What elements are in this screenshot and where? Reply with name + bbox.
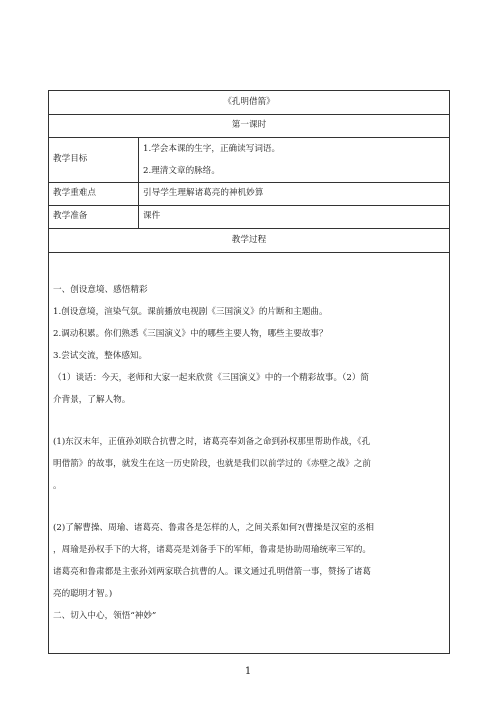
goal-item: 2.理清文章的脉络。 — [143, 166, 220, 176]
paragraph: 1.创设意境，渲染气氛。课前播放电视剧《三国演义》的片断和主题曲。 — [53, 307, 328, 317]
paragraph-line: （1）谈话：今天，老师和大家一起来欣赏《三国演义》中的一个精彩故事。（2）简 — [53, 373, 370, 383]
spacer — [53, 497, 445, 517]
goal-item: 1.学会本课的生字，正确读写词语。 — [143, 144, 281, 154]
prep-value: 课件 — [139, 206, 450, 229]
paragraph-line: 诸葛亮和鲁肃都是主张孙刘两家联合抗曹的人。课文通过孔明借箭一事，赞扬了诸葛 — [53, 567, 371, 577]
lesson-plan-table — [48, 90, 450, 654]
paragraph-line: 。 — [53, 481, 62, 491]
paragraph-line: 明借箭》的故事，就发生在这一历史阶段，也就是我们以前学过的《赤壁之战》之前 — [53, 459, 371, 469]
lesson-period: 第一课时 — [49, 115, 450, 138]
goals-content — [139, 138, 450, 183]
prep-label: 教学准备 — [49, 206, 139, 229]
paragraph: 3.尝试交流，整体感知。 — [53, 351, 148, 361]
page-number: 1 — [244, 666, 252, 677]
process-body — [49, 253, 450, 654]
paragraph-line: 介背景，了解人物。 — [53, 395, 131, 405]
goals-label: 教学目标 — [49, 138, 139, 183]
section-heading: 二、切入中心，领悟“神妙” — [53, 611, 157, 621]
paragraph-line: (1)东汉末年，正值孙刘联合抗曹之时，诸葛亮奉刘备之命到孙权那里帮助作战，《孔 — [53, 437, 371, 447]
spacer — [53, 411, 445, 431]
process-header: 教学过程 — [49, 229, 450, 253]
paragraph: 2.调动积累。你们熟悉《三国演义》中的哪些主要人物，哪些主要故事？ — [53, 329, 328, 339]
paragraph-line: 亮的聪明才智。) — [53, 589, 113, 599]
paragraph-line: ，周瑜是孙权手下的大将，诸葛亮是刘备手下的军师，鲁肃是协助周瑜统率三军的。 — [53, 545, 371, 555]
section-heading: 一、创设意境、感悟精彩 — [53, 285, 148, 295]
paragraph-line: (2)了解曹操、周瑜、诸葛亮、鲁肃各是怎样的人，之间关系如何?(曹操是汉室的丞相 — [53, 523, 374, 533]
difficulty-value: 引导学生理解诸葛亮的神机妙算 — [139, 183, 450, 206]
lesson-title: 《孔明借箭》 — [49, 91, 450, 115]
difficulty-label: 教学重难点 — [49, 183, 139, 206]
